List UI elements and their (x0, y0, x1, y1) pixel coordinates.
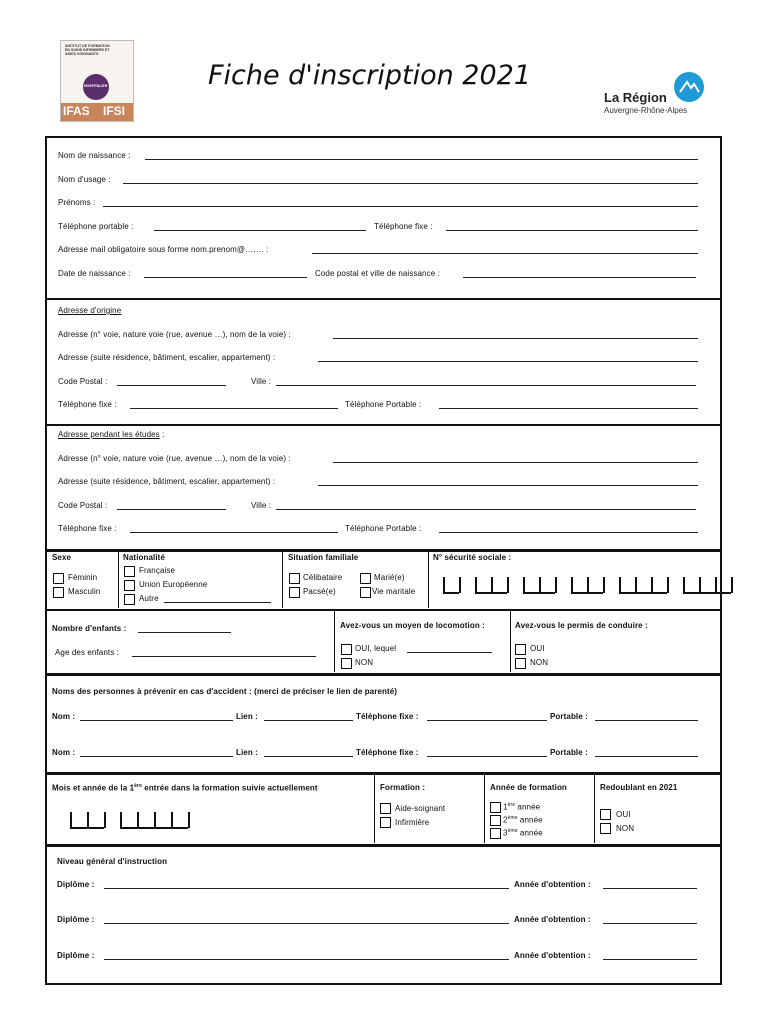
comb-tick (87, 812, 89, 828)
comb-tick (507, 577, 509, 593)
studies-tel-portable-field[interactable] (439, 532, 698, 533)
studies-cp-label: Code Postal : (58, 501, 108, 510)
contact1-tel-field[interactable] (427, 720, 547, 721)
comb-tick (731, 577, 733, 593)
logo-line: INSTITUT DE FORMATION (65, 44, 110, 48)
comb-tick (651, 577, 653, 593)
celibataire-label: Célibataire (303, 573, 343, 582)
masculin-checkbox[interactable] (53, 587, 64, 598)
origin-adresse2-field[interactable] (318, 361, 698, 362)
tel-portable-label: Téléphone portable : (58, 222, 134, 231)
redoublant-non-checkbox[interactable] (600, 823, 611, 834)
comb-tick (715, 577, 717, 593)
origin-adresse1-label: Adresse (n° voie, nature voie (rue, avenue …), nom de la voie) : (58, 330, 291, 339)
comb-tick (475, 577, 477, 593)
annee3-checkbox[interactable] (490, 828, 501, 839)
redoublant-heading: Redoublant en 2021 (600, 783, 678, 792)
family-section (45, 609, 722, 675)
comb-tick (571, 577, 573, 593)
annee3-sup: ème (507, 828, 518, 834)
region-name: La Région (604, 90, 667, 105)
comb-base (443, 592, 459, 594)
contact1-nom-label: Nom : (52, 712, 76, 721)
comb-tick (104, 812, 106, 828)
studies-ville-label: Ville : (251, 501, 272, 510)
contact2-nom-label: Nom : (52, 748, 76, 757)
contact1-lien-label: Lien : (236, 712, 258, 721)
infirmiere-checkbox[interactable] (380, 817, 391, 828)
formation-heading: Formation : (380, 783, 426, 792)
comb-tick (443, 577, 445, 593)
contact2-nom-field[interactable] (80, 756, 233, 757)
tel-fixe-field[interactable] (446, 230, 698, 231)
europeenne-checkbox[interactable] (124, 580, 135, 591)
divider (118, 550, 119, 608)
contact1-nom-field[interactable] (80, 720, 233, 721)
origin-tel-portable-label: Téléphone Portable : (345, 400, 422, 409)
aide-soignant-label: Aide-soignant (395, 804, 446, 813)
autre-field[interactable] (164, 602, 271, 603)
nom-naissance-label: Nom de naissance : (58, 151, 131, 160)
locomotion-oui-label: OUI, lequel (355, 644, 397, 653)
vie-maritale-checkbox[interactable] (360, 587, 371, 598)
permis-oui-checkbox[interactable] (515, 644, 526, 655)
comb-base (683, 592, 731, 594)
enfants-label: Nombre d'enfants : (52, 624, 127, 633)
permis-non-label: NON (530, 658, 549, 667)
contact1-portable-label: Portable : (550, 712, 588, 721)
ifsi-logo (60, 40, 134, 122)
redoublant-oui-label: OUI (616, 810, 631, 819)
locomotion-lequel-field[interactable] (407, 652, 492, 653)
comb-tick (667, 577, 669, 593)
comb-tick (491, 577, 493, 593)
celibataire-checkbox[interactable] (289, 573, 300, 584)
origin-tel-fixe-field[interactable] (130, 408, 338, 409)
comb-tick (188, 812, 190, 828)
comb-tick (699, 577, 701, 593)
redoublant-non-label: NON (616, 824, 635, 833)
ages-label: Age des enfants : (55, 648, 119, 657)
origin-heading: Adresse d'origine (58, 306, 122, 315)
permis-oui-label: OUI (530, 644, 545, 653)
annee2-label (503, 815, 543, 825)
email-label: Adresse mail obligatoire sous forme nom.prenom@……. : (58, 245, 269, 254)
contact2-portable-field[interactable] (595, 756, 698, 757)
francaise-checkbox[interactable] (124, 566, 135, 577)
marie-checkbox[interactable] (360, 573, 371, 584)
diplome3-label: Diplôme : (57, 951, 95, 960)
divider (594, 774, 595, 843)
locomotion-non-checkbox[interactable] (341, 658, 352, 669)
mois-annee-prefix: Mois et année de la 1 (52, 783, 135, 793)
origin-ville-field[interactable] (276, 385, 696, 386)
origin-adresse2-label: Adresse (suite résidence, bâtiment, escalier, appartement) : (58, 353, 276, 362)
feminin-checkbox[interactable] (53, 573, 64, 584)
annee1-word: année (515, 802, 541, 812)
divider (428, 550, 429, 608)
prenoms-label: Prénoms : (58, 198, 96, 207)
logo-text-block (65, 44, 129, 57)
divider (282, 550, 283, 608)
comb-tick (70, 812, 72, 828)
vie-maritale-label: Vie maritale (372, 587, 416, 596)
annee3-num: 3 (503, 828, 508, 838)
mois-annee-suffix: entrée dans la formation suivie actuellement (141, 783, 318, 793)
divider (510, 610, 511, 672)
divider (334, 610, 335, 672)
origin-ville-label: Ville : (251, 377, 272, 386)
cp-ville-naissance-field[interactable] (463, 277, 696, 278)
diplome2-label: Diplôme : (57, 915, 95, 924)
tel-fixe-label: Téléphone fixe : (374, 222, 433, 231)
comb-tick (587, 577, 589, 593)
europeenne-label: Union Européenne (139, 580, 208, 589)
locomotion-heading: Avez-vous un moyen de locomotion : (340, 621, 485, 630)
studies-heading (58, 430, 164, 439)
obtention2-field[interactable] (603, 923, 697, 924)
diplome3-field[interactable] (104, 959, 509, 960)
contact2-tel-field[interactable] (427, 756, 547, 757)
diplome1-label: Diplôme : (57, 880, 95, 889)
annee-formation-heading: Année de formation (490, 783, 567, 792)
tel-portable-field[interactable] (154, 230, 366, 231)
education-heading: Niveau général d'instruction (57, 857, 168, 866)
pacse-checkbox[interactable] (289, 587, 300, 598)
nom-usage-field[interactable] (123, 183, 698, 184)
comb-tick (603, 577, 605, 593)
contact2-lien-label: Lien : (236, 748, 258, 757)
nom-naissance-field[interactable] (145, 159, 698, 160)
date-naissance-label: Date de naissance : (58, 269, 131, 278)
studies-adresse2-label: Adresse (suite résidence, bâtiment, escalier, appartement) : (58, 477, 276, 486)
divider (374, 774, 375, 843)
studies-cp-field[interactable] (117, 509, 226, 510)
contact2-lien-field[interactable] (264, 756, 353, 757)
origin-tel-portable-field[interactable] (439, 408, 698, 409)
studies-tel-fixe-field[interactable] (130, 532, 338, 533)
annee-boxes[interactable] (120, 812, 190, 828)
annee2-word: année (517, 815, 543, 825)
page-title: Fiche d'inscription 2021 (208, 60, 532, 91)
feminin-label: Féminin (68, 573, 98, 582)
diplome2-field[interactable] (104, 923, 509, 924)
annee2-sup: ème (507, 815, 518, 821)
origin-tel-fixe-label: Téléphone fixe : (58, 400, 117, 409)
situation-heading: Situation familiale (288, 553, 359, 562)
region-logo (604, 72, 714, 120)
comb-tick (171, 812, 173, 828)
contact2-tel-label: Téléphone fixe : (356, 748, 419, 757)
obtention3-label: Année d'obtention : (514, 951, 591, 960)
region-mountain-icon (674, 72, 704, 102)
nationalite-heading: Nationalité (123, 553, 165, 562)
region-sub: Auvergne-Rhône-Alpes (604, 106, 688, 115)
studies-adresse1-field[interactable] (333, 462, 698, 463)
secu-number-boxes[interactable] (443, 577, 713, 593)
permis-non-checkbox[interactable] (515, 658, 526, 669)
date-naissance-field[interactable] (144, 277, 307, 278)
redoublant-oui-checkbox[interactable] (600, 809, 611, 820)
logo-ifsi: IFSI (103, 104, 126, 118)
diplome1-field[interactable] (104, 888, 509, 889)
comb-tick (539, 577, 541, 593)
comb-tick (523, 577, 525, 593)
obtention2-label: Année d'obtention : (514, 915, 591, 924)
origin-cp-field[interactable] (117, 385, 226, 386)
comb-tick (619, 577, 621, 593)
comb-tick (555, 577, 557, 593)
logo-hospital-text: HOSPITALIER (84, 84, 108, 88)
comb-tick (154, 812, 156, 828)
annee1-label (503, 802, 540, 812)
contact1-lien-field[interactable] (264, 720, 353, 721)
contact1-portable-field[interactable] (595, 720, 698, 721)
mois-annee-sup: ère (134, 783, 142, 789)
aide-soignant-checkbox[interactable] (380, 803, 391, 814)
mois-boxes[interactable] (70, 812, 106, 828)
locomotion-non-label: NON (355, 658, 374, 667)
studies-ville-field[interactable] (276, 509, 696, 510)
annee3-word: année (517, 828, 543, 838)
logo-ifas: IFAS (63, 104, 90, 118)
contact1-tel-label: Téléphone fixe : (356, 712, 419, 721)
studies-heading-text: Adresse pendant les études (58, 430, 160, 439)
locomotion-oui-checkbox[interactable] (341, 644, 352, 655)
annee1-num: 1 (503, 802, 508, 812)
nom-usage-label: Nom d'usage : (58, 175, 111, 184)
ages-field[interactable] (132, 656, 316, 657)
marie-label: Marié(e) (374, 573, 405, 582)
obtention1-field[interactable] (603, 888, 697, 889)
studies-adresse2-field[interactable] (318, 485, 698, 486)
annee1-checkbox[interactable] (490, 802, 501, 813)
studies-adresse1-label: Adresse (n° voie, nature voie (rue, avenue …), nom de la voie) : (58, 454, 291, 463)
origin-adresse1-field[interactable] (333, 338, 698, 339)
comb-tick (683, 577, 685, 593)
cp-ville-naissance-label: Code postal et ville de naissance : (315, 269, 440, 278)
enfants-field[interactable] (138, 632, 231, 633)
contact2-portable-label: Portable : (550, 748, 588, 757)
infirmiere-label: Infirmière (395, 818, 430, 827)
comb-tick (137, 812, 139, 828)
contacts-heading: Noms des personnes à prévenir en cas d'accident : (merci de préciser le lien de parenté) (52, 687, 398, 696)
origin-cp-label: Code Postal : (58, 377, 108, 386)
annee2-checkbox[interactable] (490, 815, 501, 826)
mois-annee-label (52, 783, 318, 793)
logo-line: AIDES SOIGNANTS (65, 52, 99, 57)
francaise-label: Française (139, 566, 176, 575)
studies-tel-portable-label: Téléphone Portable : (345, 524, 422, 533)
studies-tel-fixe-label: Téléphone fixe : (58, 524, 117, 533)
divider (484, 774, 485, 843)
comb-tick (120, 812, 122, 828)
comb-tick (635, 577, 637, 593)
annee1-sup: ère (507, 802, 516, 808)
secu-heading: N° sécurité sociale : (433, 553, 512, 562)
education-section (45, 845, 722, 985)
pacse-label: Pacsé(e) (303, 587, 336, 596)
logo-line: EN SOINS INFIRMIERS ET (65, 48, 110, 53)
autre-label: Autre (139, 594, 159, 603)
annee3-label (503, 828, 543, 838)
autre-checkbox[interactable] (124, 594, 135, 605)
annee2-num: 2 (503, 815, 508, 825)
logo-emblem (83, 74, 109, 100)
obtention1-label: Année d'obtention : (514, 880, 591, 889)
email-field[interactable] (312, 253, 698, 254)
prenoms-field[interactable] (103, 206, 698, 207)
sexe-heading: Sexe (52, 553, 72, 562)
studies-heading-colon: : (159, 430, 165, 439)
obtention3-field[interactable] (603, 959, 697, 960)
permis-heading: Avez-vous le permis de conduire : (515, 621, 648, 630)
masculin-label: Masculin (68, 587, 101, 596)
comb-base (619, 592, 667, 594)
comb-tick (459, 577, 461, 593)
